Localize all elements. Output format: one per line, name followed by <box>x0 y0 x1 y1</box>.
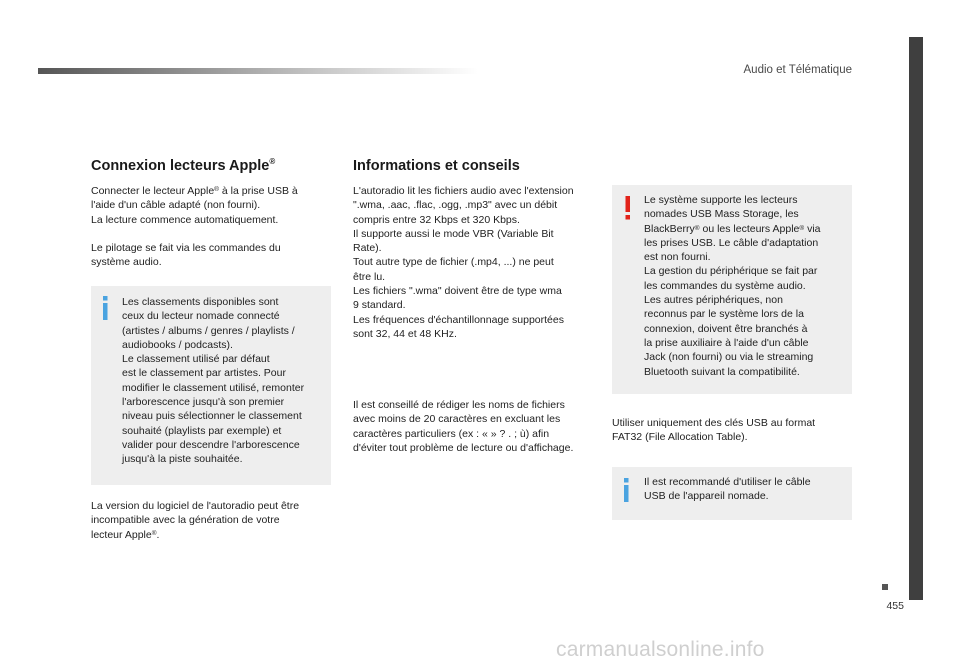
warning-note-text: Le système supporte les lecteurs nomades USB Mass Storage, les BlackBerry® ou les lecteurs Apple® via les prises USB. Le câble d'adaptation est non fourni. La gestion du périphérique se fait par les commandes du système audio. Les autres périphériques, non reconnus par le système lors de la connexion, doivent être branchés à la prise auxiliaire à l'aide d'un câble Jack (non fourni) ou via le streaming Bluetooth suivant la compatibilité. <box>644 194 821 378</box>
paragraph-audio-controls: Le pilotage se fait via les commandes du système audio. <box>91 242 281 269</box>
info-icon <box>622 478 630 502</box>
paragraph-file-names: Il est conseillé de rédiger les noms de fichiers avec moins de 20 caractères en excluant les caractères particuliers (ex : « » ? . ; ù) afin d'éviter tout problème de lecture ou d'affichage. <box>353 399 574 454</box>
section-title: Audio et Télématique <box>743 64 852 76</box>
info-note-cable-text: Il est recommandé d'utiliser le câble USB de l'appareil nomade. <box>644 476 811 503</box>
heading-apple-connection: Connexion lecteurs Apple® <box>91 157 276 174</box>
watermark: carmanualsonline.info <box>556 638 765 661</box>
warning-icon <box>624 196 632 220</box>
paragraph-fat32: Utiliser uniquement des clés USB au format FAT32 (File Allocation Table). <box>612 417 816 444</box>
info-note-text: Les classements disponibles sont ceux du lecteur nomade connecté (artistes / albums / genres / playlists / audiobooks / podcasts). Le classement utilisé par défaut est le classement par artistes. Pour modifier le classement utilisé, remonter l'arborescence jusqu'à son premier niveau puis sélectionner le classement souhaité (playlists par exemple) et valider pour descendre l'arborescence jusqu'à la piste souhaitée. <box>122 296 305 466</box>
side-tab-bar <box>909 37 923 600</box>
paragraph-apple-connect: Connecter le lecteur Apple® à la prise USB à l'aide d'un câble adapté (non fourni). La lecture commence automatiquement. <box>91 185 298 226</box>
header-gradient-bar <box>38 68 478 74</box>
page-number: 455 <box>886 600 904 612</box>
heading-informations: Informations et conseils <box>353 158 520 174</box>
info-icon <box>101 296 109 320</box>
warning-note-box <box>612 185 852 394</box>
paragraph-file-formats: L'autoradio lit les fichiers audio avec l'extension ".wma, .aac, .flac, .ogg, .mp3" avec un débit compris entre 32 Kbps et 320 Kbps. Il supporte aussi le mode VBR (Variable Bit Rate). Tout autre type de fichier (.mp4, ...) ne peut être lu. Les fichiers ".wma" doivent être de type wma 9 standard. Les fréquences d'échantillonnage supportées sont 32, 44 et 48 KHz. <box>353 185 574 340</box>
paragraph-software-version: La version du logiciel de l'autoradio peut être incompatible avec la génération de votre lecteur Apple®. <box>91 500 300 541</box>
info-note-box-classements <box>91 286 331 485</box>
page-marker <box>882 584 888 590</box>
info-note-box-cable <box>612 467 852 520</box>
